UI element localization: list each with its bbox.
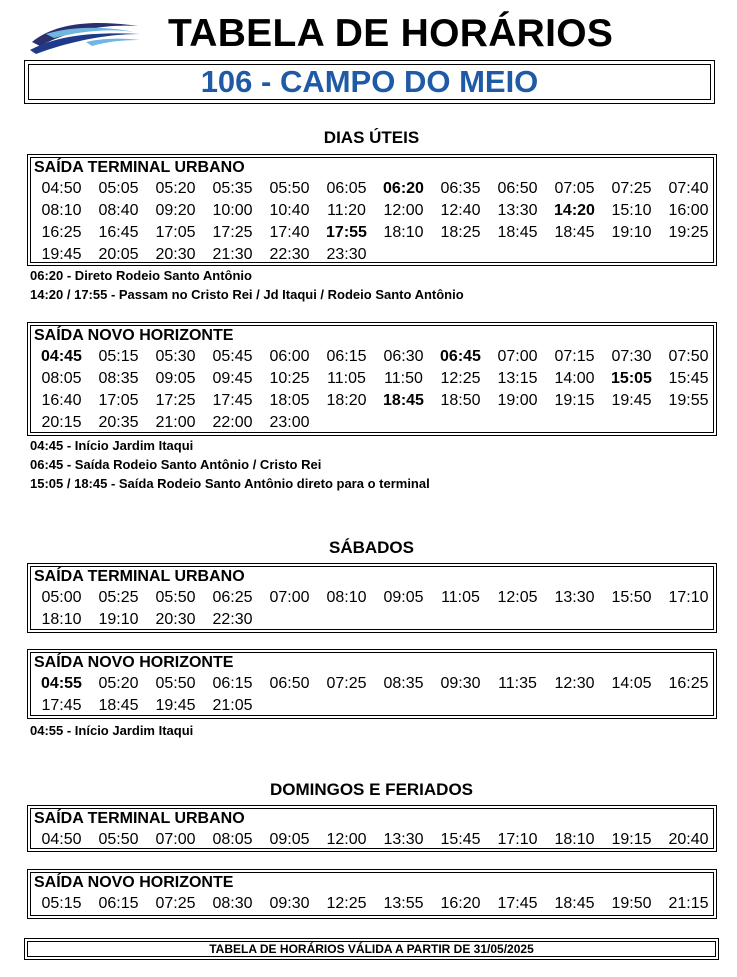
- departure-time: 15:50: [611, 589, 652, 606]
- departure-time: 19:45: [155, 697, 196, 714]
- departure-time: 06:15: [212, 675, 253, 692]
- departure-box: [27, 805, 717, 852]
- departure-time: 05:45: [212, 348, 253, 365]
- departure-time: 20:40: [668, 831, 709, 848]
- departure-box: [27, 154, 717, 266]
- departure-time: 07:00: [269, 589, 310, 606]
- times-row: [33, 587, 717, 609]
- section-title: DIAS ÚTEIS: [323, 128, 420, 147]
- departure-time: 21:15: [668, 895, 709, 912]
- section-title: SÁBADOS: [328, 538, 414, 557]
- departure-time: 22:30: [269, 246, 310, 263]
- departure-box: [27, 322, 717, 436]
- departure-time: 14:00: [554, 370, 595, 387]
- times-row: [33, 346, 717, 368]
- departure-time: 18:20: [326, 392, 367, 409]
- departure-time: 21:00: [155, 414, 196, 431]
- departure-note: 06:45 - Saída Rodeio Santo Antônio / Cristo Rei: [30, 457, 322, 472]
- departure-label: SAÍDA NOVO HORIZONTE: [34, 874, 234, 891]
- departure-time: 07:40: [668, 180, 709, 197]
- departure-time: 04:45: [41, 348, 82, 365]
- departure-time: 17:05: [98, 392, 139, 409]
- times-grid: [33, 178, 717, 266]
- times-row: [33, 695, 717, 717]
- times-grid: [33, 587, 717, 631]
- departure-time: 07:25: [611, 180, 652, 197]
- departure-time: 20:30: [155, 246, 196, 263]
- departure-time: 18:45: [98, 697, 139, 714]
- departure-time: 21:05: [212, 697, 253, 714]
- validity-text: TABELA DE HORÁRIOS VÁLIDA A PARTIR DE 31/05/2025: [27, 941, 716, 957]
- departure-time: 18:45: [554, 895, 595, 912]
- times-row: [33, 368, 717, 390]
- departure-time: 04:55: [41, 675, 82, 692]
- departure-box: [27, 649, 717, 719]
- departure-time: 19:45: [611, 392, 652, 409]
- departure-time: 13:30: [383, 831, 424, 848]
- departure-time: 20:30: [155, 611, 196, 628]
- departure-time: 16:25: [668, 675, 709, 692]
- departure-time: 11:50: [384, 370, 423, 387]
- departure-time: 17:10: [497, 831, 538, 848]
- departure-time: 22:30: [212, 611, 253, 628]
- departure-time: 07:00: [155, 831, 196, 848]
- departure-time: 13:30: [497, 202, 538, 219]
- departure-time: 19:15: [554, 392, 595, 409]
- departure-time: 15:10: [611, 202, 652, 219]
- departure-time: 18:50: [440, 392, 481, 409]
- departure-time: 18:10: [383, 224, 424, 241]
- departure-time: 07:05: [554, 180, 595, 197]
- departure-time: 06:50: [497, 180, 538, 197]
- departure-time: 10:00: [212, 202, 253, 219]
- departure-time: 14:05: [611, 675, 652, 692]
- departure-time: 16:00: [668, 202, 709, 219]
- departure-time: 07:25: [326, 675, 367, 692]
- company-logo: [26, 12, 144, 56]
- departure-time: 17:10: [668, 589, 709, 606]
- departure-time: 06:05: [326, 180, 367, 197]
- times-row: [33, 244, 717, 266]
- departure-time: 12:05: [497, 589, 538, 606]
- departure-time: 09:05: [383, 589, 424, 606]
- departure-time: 06:50: [269, 675, 310, 692]
- departure-label: SAÍDA NOVO HORIZONTE: [34, 654, 234, 671]
- departure-note: 06:20 - Direto Rodeio Santo Antônio: [30, 268, 252, 283]
- departure-time: 08:10: [326, 589, 367, 606]
- departure-time: 17:55: [326, 224, 367, 241]
- times-grid: [33, 829, 717, 851]
- departure-time: 13:15: [497, 370, 538, 387]
- times-row: [33, 222, 717, 244]
- departure-time: 18:10: [41, 611, 82, 628]
- departure-time: 06:25: [212, 589, 253, 606]
- departure-time: 12:25: [440, 370, 481, 387]
- departure-time: 05:25: [98, 589, 139, 606]
- departure-time: 15:45: [440, 831, 481, 848]
- departure-time: 06:30: [383, 348, 424, 365]
- departure-time: 07:15: [554, 348, 595, 365]
- departure-label: SAÍDA NOVO HORIZONTE: [34, 327, 234, 344]
- times-row: [33, 673, 717, 695]
- departure-time: 06:45: [440, 348, 481, 365]
- departure-time: 05:50: [98, 831, 139, 848]
- departure-time: 11:05: [327, 370, 366, 387]
- departure-time: 19:10: [98, 611, 139, 628]
- departure-time: 06:20: [383, 180, 424, 197]
- times-row: [33, 893, 717, 915]
- departure-time: 08:05: [212, 831, 253, 848]
- times-grid: [33, 673, 717, 717]
- departure-time: 20:35: [98, 414, 139, 431]
- departure-time: 05:15: [41, 895, 82, 912]
- times-row: [33, 390, 717, 412]
- departure-time: 08:35: [98, 370, 139, 387]
- departure-time: 19:25: [668, 224, 709, 241]
- departure-time: 08:10: [41, 202, 82, 219]
- departure-time: 19:55: [668, 392, 709, 409]
- departure-time: 05:50: [269, 180, 310, 197]
- departure-note: 14:20 / 17:55 - Passam no Cristo Rei / Jd Itaqui / Rodeio Santo Antônio: [30, 287, 464, 302]
- departure-time: 10:40: [269, 202, 310, 219]
- departure-time: 09:30: [269, 895, 310, 912]
- departure-time: 12:25: [326, 895, 367, 912]
- departure-time: 19:00: [497, 392, 538, 409]
- departure-time: 16:25: [41, 224, 82, 241]
- times-row: [33, 178, 717, 200]
- departure-time: 07:50: [668, 348, 709, 365]
- departure-note: 04:55 - Início Jardim Itaqui: [30, 723, 194, 738]
- departure-time: 06:15: [98, 895, 139, 912]
- departure-time: 06:35: [440, 180, 481, 197]
- route-title: 106 - CAMPO DO MEIO: [200, 64, 539, 99]
- departure-time: 16:40: [41, 392, 82, 409]
- departure-time: 05:50: [155, 589, 196, 606]
- departure-time: 05:35: [212, 180, 253, 197]
- times-grid: [33, 893, 717, 915]
- departure-time: 23:00: [269, 414, 310, 431]
- departure-time: 07:30: [611, 348, 652, 365]
- departure-time: 19:15: [611, 831, 652, 848]
- departure-time: 17:45: [497, 895, 538, 912]
- departure-time: 16:20: [440, 895, 481, 912]
- departure-time: 09:30: [440, 675, 481, 692]
- departure-time: 08:30: [212, 895, 253, 912]
- departure-time: 06:00: [269, 348, 310, 365]
- departure-time: 17:45: [41, 697, 82, 714]
- departure-time: 12:00: [326, 831, 367, 848]
- departure-time: 22:00: [212, 414, 253, 431]
- departure-time: 17:25: [155, 392, 196, 409]
- departure-time: 17:40: [269, 224, 310, 241]
- departure-time: 11:20: [327, 202, 366, 219]
- validity-footer: [24, 938, 719, 960]
- departure-time: 05:20: [155, 180, 196, 197]
- departure-time: 16:45: [98, 224, 139, 241]
- departure-time: 15:45: [668, 370, 709, 387]
- times-row: [33, 200, 717, 222]
- departure-time: 17:25: [212, 224, 253, 241]
- times-grid: [33, 346, 717, 434]
- departure-time: 11:05: [441, 589, 480, 606]
- departure-time: 04:50: [41, 831, 82, 848]
- departure-time: 18:45: [383, 392, 424, 409]
- departure-time: 12:40: [440, 202, 481, 219]
- section-title: DOMINGOS E FERIADOS: [269, 780, 474, 799]
- departure-time: 19:10: [611, 224, 652, 241]
- departure-time: 23:30: [326, 246, 367, 263]
- departure-box: [27, 563, 717, 633]
- departure-time: 09:20: [155, 202, 196, 219]
- departure-time: 18:45: [497, 224, 538, 241]
- departure-label: SAÍDA TERMINAL URBANO: [34, 159, 245, 176]
- times-row: [33, 609, 717, 631]
- departure-time: 08:35: [383, 675, 424, 692]
- departure-time: 07:25: [155, 895, 196, 912]
- departure-time: 05:15: [98, 348, 139, 365]
- departure-time: 09:45: [212, 370, 253, 387]
- departure-time: 04:50: [41, 180, 82, 197]
- departure-time: 21:30: [212, 246, 253, 263]
- departure-time: 13:30: [554, 589, 595, 606]
- departure-time: 20:05: [98, 246, 139, 263]
- departure-time: 11:35: [498, 675, 537, 692]
- departure-time: 20:15: [41, 414, 82, 431]
- departure-time: 19:45: [41, 246, 82, 263]
- departure-time: 05:05: [98, 180, 139, 197]
- times-row: [33, 412, 717, 434]
- departure-box: [27, 869, 717, 919]
- departure-time: 05:50: [155, 675, 196, 692]
- route-banner: [24, 60, 715, 104]
- departure-time: 10:25: [269, 370, 310, 387]
- departure-time: 05:30: [155, 348, 196, 365]
- departure-time: 18:10: [554, 831, 595, 848]
- departure-label: SAÍDA TERMINAL URBANO: [34, 568, 245, 585]
- departure-note: 15:05 / 18:45 - Saída Rodeio Santo Antônio direto para o terminal: [30, 476, 430, 491]
- departure-note: 04:45 - Início Jardim Itaqui: [30, 438, 194, 453]
- departure-time: 13:55: [383, 895, 424, 912]
- departure-label: SAÍDA TERMINAL URBANO: [34, 810, 245, 827]
- departure-time: 15:05: [611, 370, 652, 387]
- departure-time: 19:50: [611, 895, 652, 912]
- departure-time: 09:05: [269, 831, 310, 848]
- departure-time: 05:20: [98, 675, 139, 692]
- departure-time: 07:00: [497, 348, 538, 365]
- departure-time: 06:15: [326, 348, 367, 365]
- departure-time: 18:05: [269, 392, 310, 409]
- departure-time: 17:05: [155, 224, 196, 241]
- departure-time: 12:00: [383, 202, 424, 219]
- times-row: [33, 829, 717, 851]
- departure-time: 08:40: [98, 202, 139, 219]
- departure-time: 18:45: [554, 224, 595, 241]
- departure-time: 18:25: [440, 224, 481, 241]
- departure-time: 17:45: [212, 392, 253, 409]
- departure-time: 09:05: [155, 370, 196, 387]
- departure-time: 08:05: [41, 370, 82, 387]
- page-title: TABELA DE HORÁRIOS: [168, 12, 614, 55]
- departure-time: 05:00: [41, 589, 82, 606]
- departure-time: 14:20: [554, 202, 595, 219]
- departure-time: 12:30: [554, 675, 595, 692]
